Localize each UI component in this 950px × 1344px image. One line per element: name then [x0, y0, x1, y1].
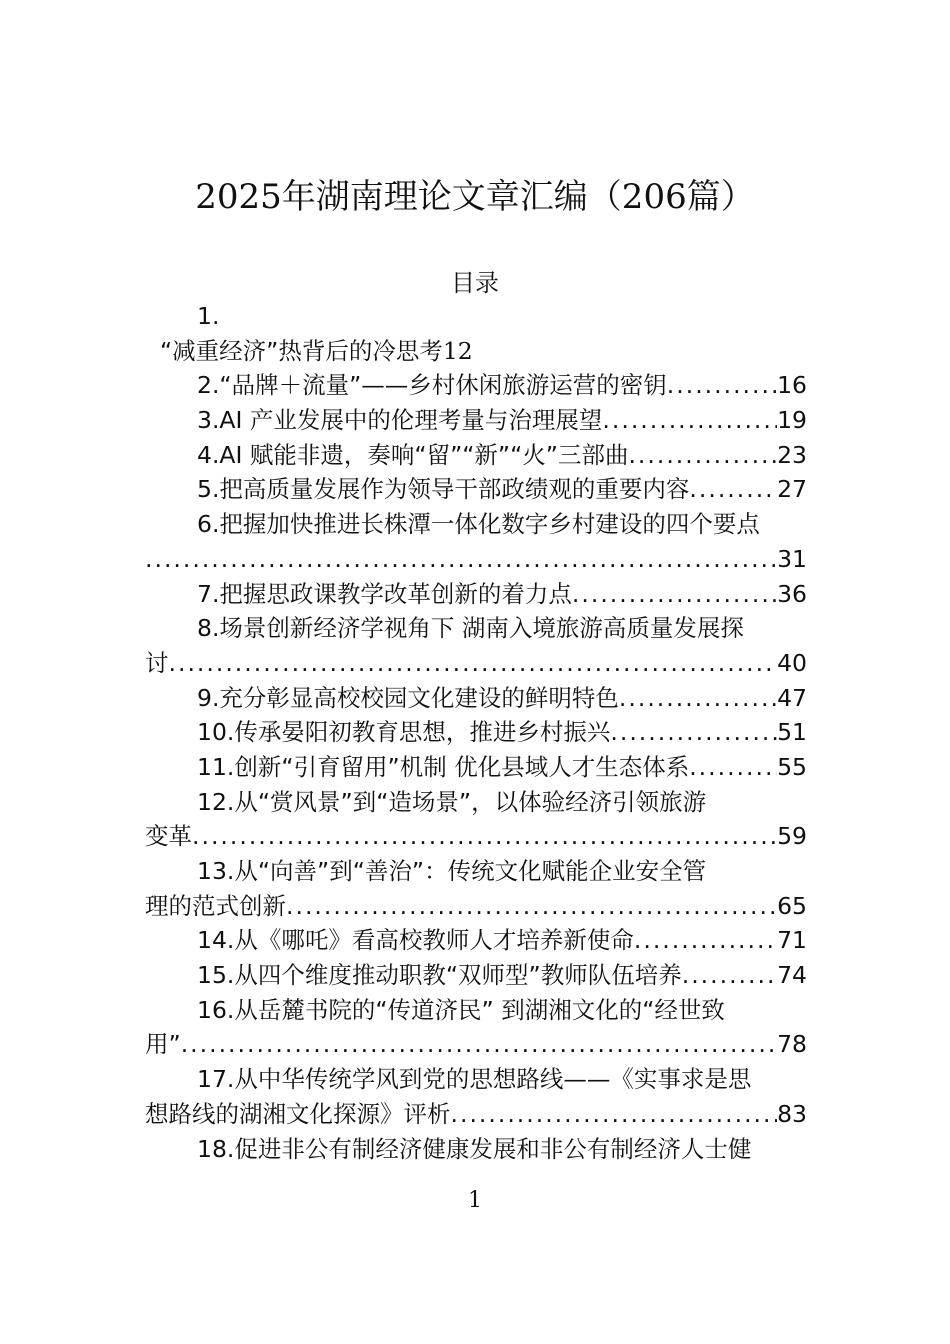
toc-entry-title: 8.场景创新经济学视角下 湖南入境旅游高质量发展探	[197, 614, 744, 643]
toc-entry-title: 想路线的湖湘文化探源》评析	[145, 1099, 451, 1128]
toc-entry-title: 变革	[145, 822, 192, 851]
toc-entry-line[interactable]	[145, 681, 807, 716]
toc-entry-line[interactable]	[145, 472, 807, 507]
toc-entry-1-number-line	[145, 299, 807, 334]
toc-entry-page: 55	[777, 752, 807, 781]
toc-entry-line[interactable]	[145, 1062, 807, 1097]
toc-entry-line[interactable]	[145, 1132, 807, 1167]
toc-entry-page: 74	[777, 961, 807, 990]
leader-dots	[451, 1097, 778, 1132]
toc-entry-page: 65	[777, 891, 807, 920]
toc-entry-page: 51	[777, 718, 807, 747]
toc-entry-line[interactable]	[145, 1027, 807, 1062]
toc-entry-line[interactable]	[145, 819, 807, 854]
toc-entry-page: 83	[777, 1099, 807, 1128]
toc-entry-line[interactable]	[145, 368, 807, 403]
toc-entry-page: 71	[777, 926, 807, 955]
toc-entry-title: 12.从“赏风景”到“造场景”，以体验经济引领旅游	[197, 787, 707, 816]
toc-entry-title: 10.传承晏阳初教育思想，推进乡村振兴	[197, 718, 611, 747]
toc-entry-title: 7.把握思政课教学改革创新的着力点	[197, 579, 572, 608]
toc-entry-line[interactable]	[145, 715, 807, 750]
toc-entry-page: 78	[777, 1030, 807, 1059]
leader-dots	[634, 923, 777, 958]
toc-entry-page: 16	[777, 371, 807, 400]
leader-dots	[610, 715, 777, 750]
toc-entry-title: 16.从岳麓书院的“传道济民” 到湖湘文化的“经世致	[197, 995, 725, 1024]
toc-entry-line[interactable]	[145, 403, 807, 438]
toc-entry-line[interactable]	[145, 542, 807, 577]
toc-entry-line[interactable]	[145, 785, 807, 820]
leader-dots	[572, 577, 777, 612]
table-of-contents	[145, 299, 807, 1166]
toc-entry-line[interactable]	[145, 438, 807, 473]
toc-entry-title: 2.“品牌＋流量”——乡村休闲旅游运营的密钥	[197, 371, 667, 400]
toc-entry-line[interactable]	[145, 1097, 807, 1132]
toc-entry-line[interactable]	[145, 577, 807, 612]
toc-entry-page: 40	[777, 648, 807, 677]
toc-entry-line[interactable]	[145, 854, 807, 889]
leader-dots	[145, 542, 777, 577]
leader-dots	[192, 819, 777, 854]
leader-dots	[286, 889, 777, 924]
toc-entry-title: 讨	[145, 648, 169, 677]
toc-entry-page: 47	[777, 683, 807, 712]
toc-heading: 目录	[451, 269, 499, 297]
toc-entry-page: 59	[777, 822, 807, 851]
toc-entry-line[interactable]	[145, 889, 807, 924]
toc-entry-title: 理的范式创新	[145, 891, 286, 920]
toc-entry-page: 36	[777, 579, 807, 608]
toc-entry-title: 用”	[145, 1030, 181, 1059]
toc-entry-line[interactable]	[145, 646, 807, 681]
toc-entry-line[interactable]	[145, 993, 807, 1028]
toc-entry-1[interactable]	[145, 334, 807, 369]
toc-entry-line[interactable]	[145, 611, 807, 646]
toc-entry-number: 1.	[197, 302, 220, 330]
leader-dots	[682, 958, 777, 993]
toc-entry-page: 12	[442, 336, 473, 365]
toc-entry-title: “减重经济”热背后的冷思考	[160, 336, 443, 365]
toc-entry-page: 31	[777, 544, 807, 573]
toc-entry-page: 27	[777, 475, 807, 504]
leader-dots	[667, 368, 777, 403]
leader-dots	[628, 438, 777, 473]
toc-entry-title: 6.把握加快推进长株潭一体化数字乡村建设的四个要点	[197, 510, 760, 539]
toc-entry-title: 15.从四个维度推动职教“双师型”教师队伍培养	[197, 961, 682, 990]
toc-entry-title: 14.从《哪吒》看高校教师人才培养新使命	[197, 926, 634, 955]
toc-entry-title: 18.促进非公有制经济健康发展和非公有制经济人士健	[197, 1134, 752, 1163]
page-number: 1	[468, 1188, 482, 1213]
toc-entry-line[interactable]	[145, 923, 807, 958]
toc-entry-title: 3.AI 产业发展中的伦理考量与治理展望	[197, 406, 603, 435]
leader-dots	[689, 472, 777, 507]
toc-entry-title: 9.充分彰显高校校园文化建设的鲜明特色	[197, 683, 619, 712]
leader-dots	[181, 1027, 777, 1062]
leader-dots	[619, 681, 777, 716]
leader-dots	[169, 646, 778, 681]
leader-dots	[602, 403, 777, 438]
toc-entry-page: 19	[777, 406, 807, 435]
toc-entry-title: 17.从中华传统学风到党的思想路线——《实事求是思	[197, 1065, 752, 1094]
toc-entry-title: 13.从“向善”到“善治”：传统文化赋能企业安全管	[197, 857, 707, 885]
toc-entry-line[interactable]	[145, 750, 807, 785]
toc-entry-line[interactable]	[145, 958, 807, 993]
document-title: 2025年湖南理论文章汇编（206篇）	[195, 177, 755, 217]
toc-entry-page: 23	[777, 440, 807, 469]
leader-dots	[689, 750, 777, 785]
toc-entry-title: 4.AI 赋能非遗，奏响“留”“新”“火”三部曲	[197, 440, 629, 469]
toc-entry-title: 5.把高质量发展作为领导干部政绩观的重要内容	[197, 475, 690, 504]
toc-entry-line[interactable]	[145, 507, 807, 542]
toc-entry-title: 11.创新“引育留用”机制 优化县域人才生态体系	[197, 752, 690, 781]
